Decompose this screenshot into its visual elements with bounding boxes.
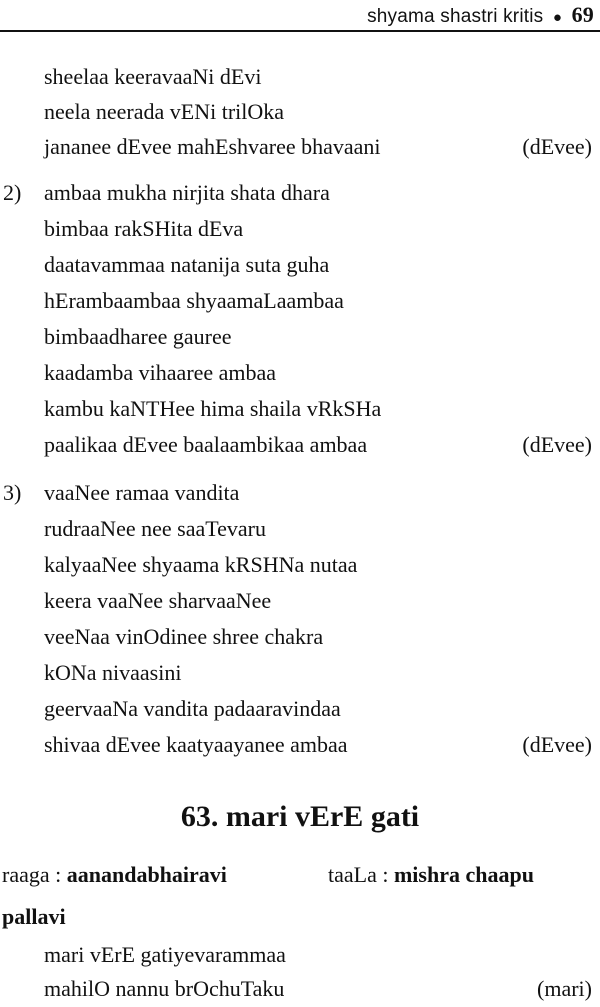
verse-line: jananee dEvee mahEshvaree bhavaani <box>44 134 381 159</box>
verse-line: kalyaaNee shyaama kRSHNa nutaa <box>44 552 358 577</box>
verse-line: hErambaambaa shyaamaLaambaa <box>44 288 344 313</box>
book-title: shyama shastri kritis <box>367 6 544 27</box>
raaga-label: raaga : <box>2 862 62 887</box>
verse-line: veeNaa vinOdinee shree chakra <box>44 624 324 649</box>
stanza-number: 2) <box>3 180 22 205</box>
verse-line: bimbaadharee gauree <box>44 324 232 349</box>
verse-line: shivaa dEvee kaatyaayanee ambaa <box>44 732 348 757</box>
verse-line: mari vErE gatiyevarammaa <box>44 942 286 967</box>
refrain-marker: (dEvee) <box>522 732 592 757</box>
section-heading: pallavi <box>2 904 66 929</box>
bullet-icon: ● <box>552 9 563 26</box>
taala-label: taaLa : <box>328 862 389 887</box>
stanza-number: 3) <box>3 480 22 505</box>
verse-line: keera vaaNee sharvaaNee <box>44 588 272 613</box>
raaga-value: aanandabhairavi <box>66 862 227 887</box>
running-head <box>367 2 594 28</box>
verse-line: kaadamba vihaaree ambaa <box>44 360 277 385</box>
refrain-marker: (mari) <box>537 976 592 1001</box>
verse-line: mahilO nannu brOchuTaku <box>44 976 285 1001</box>
taala-value: mishra chaapu <box>393 862 534 887</box>
page-header <box>0 0 600 32</box>
verse-line: kambu kaNTHee hima shaila vRkSHa <box>44 396 382 421</box>
refrain-marker: (dEvee) <box>522 432 592 457</box>
verse-line: paalikaa dEvee baalaambikaa ambaa <box>44 432 368 457</box>
verse-line: geervaaNa vandita padaaravindaa <box>44 696 341 721</box>
refrain-marker: (dEvee) <box>522 134 592 159</box>
verse-line: neela neerada vENi trilOka <box>44 99 285 124</box>
verse-line: bimbaa rakSHita dEva <box>44 216 244 241</box>
verse-line: daatavammaa natanija suta guha <box>44 252 330 277</box>
verse-line: kONa nivaasini <box>44 660 182 685</box>
verse-line: sheelaa keeravaaNi dEvi <box>44 64 262 89</box>
song-title: 63. mari vErE gati <box>180 800 420 833</box>
page-number: 69 <box>571 2 594 27</box>
taala-info <box>328 862 534 888</box>
raaga-info <box>2 862 227 888</box>
verse-line: ambaa mukha nirjita shata dhara <box>44 180 330 205</box>
verse-line: vaaNee ramaa vandita <box>44 480 240 505</box>
verse-line: rudraaNee nee saaTevaru <box>44 516 266 541</box>
